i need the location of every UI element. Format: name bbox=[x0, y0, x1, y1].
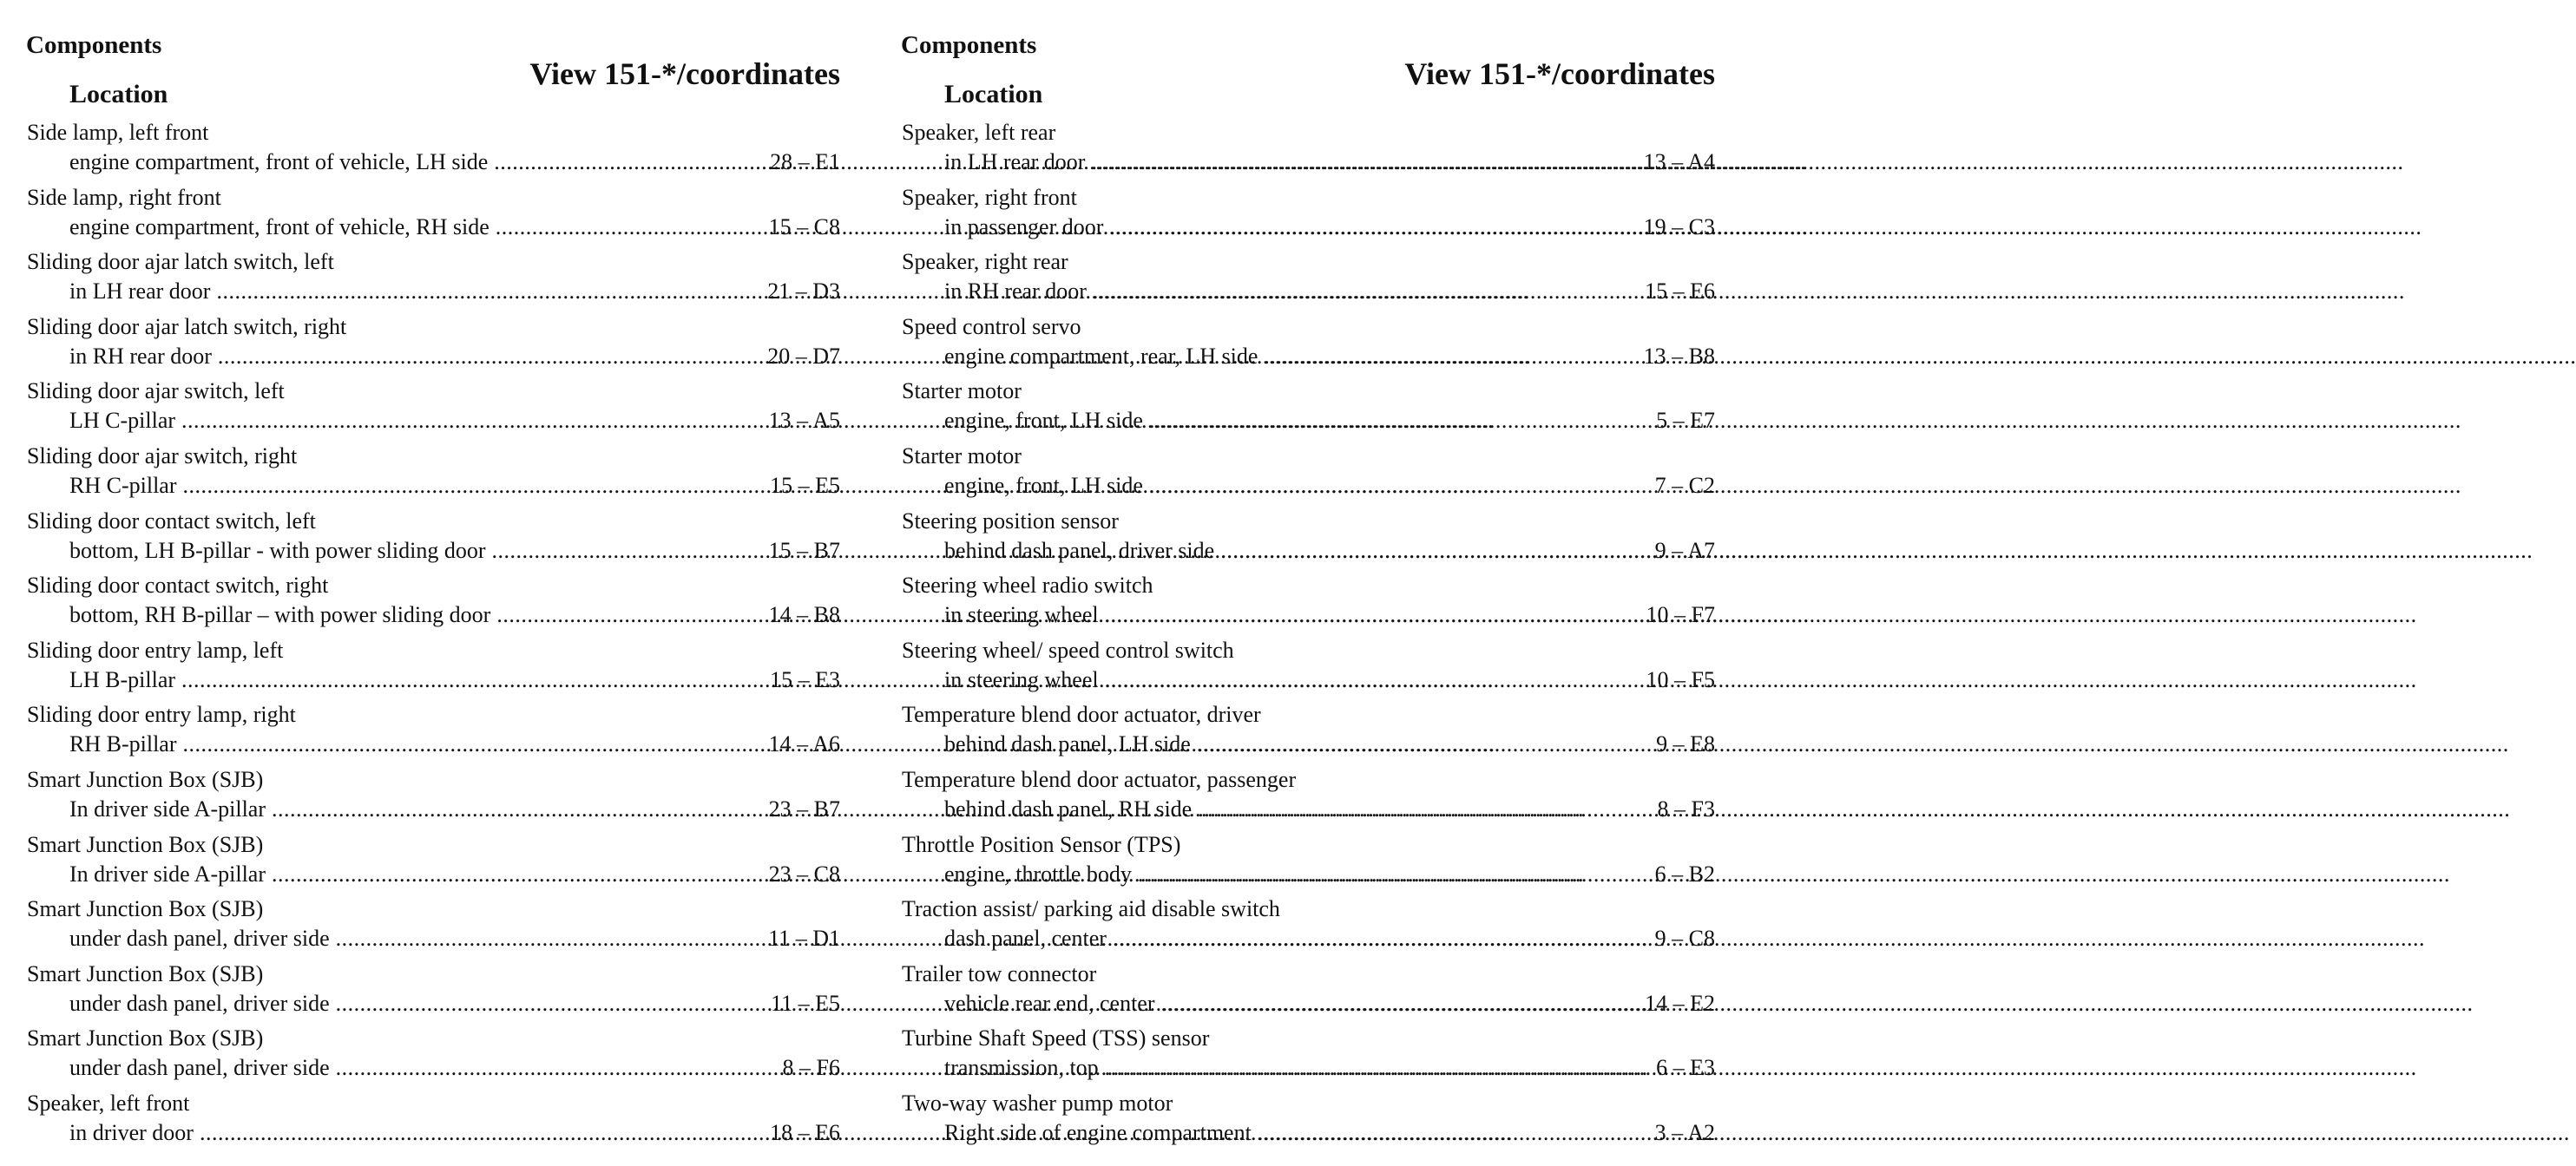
component-location: LH C-pillar ..... bbox=[69, 406, 699, 436]
component-location: in RH rear door ..... bbox=[69, 342, 699, 371]
component-location-row bbox=[899, 600, 1715, 630]
view-coordinates-heading: View 151-*/coordinates bbox=[529, 56, 840, 91]
component-location: bottom, RH B-pillar – with power sliding door ..... bbox=[69, 600, 699, 630]
right-entry-list bbox=[899, 118, 1715, 1154]
component-location-row bbox=[24, 600, 840, 630]
component-name: Steering wheel/ speed control switch bbox=[902, 637, 1234, 663]
component-location-row bbox=[899, 147, 1715, 177]
component-entry bbox=[899, 700, 1715, 765]
component-name: Sliding door contact switch, right bbox=[27, 573, 329, 599]
component-coordinate: 9 – E8 bbox=[1656, 731, 1715, 757]
component-location: bottom, LH B-pillar - with power sliding door ..... bbox=[69, 536, 699, 566]
component-entry bbox=[24, 1089, 840, 1154]
component-location-row bbox=[899, 1118, 1715, 1148]
component-entry bbox=[899, 636, 1715, 701]
component-location: engine compartment, front of vehicle, LH side ..... bbox=[69, 147, 699, 177]
component-location-row bbox=[899, 730, 1715, 759]
component-location-row bbox=[24, 730, 840, 759]
component-name: Smart Junction Box (SJB) bbox=[27, 960, 264, 986]
component-location-row bbox=[24, 1053, 840, 1083]
component-entry bbox=[899, 312, 1715, 377]
component-name: Speaker, right rear bbox=[902, 249, 1068, 275]
component-location: in RH rear door ..... bbox=[944, 277, 1574, 306]
component-location-row bbox=[899, 213, 1715, 242]
component-location-row bbox=[899, 665, 1715, 695]
component-name: Starter motor bbox=[902, 442, 1022, 468]
component-location: in steering wheel ..... bbox=[944, 665, 1574, 695]
component-name: Sliding door entry lamp, left bbox=[27, 637, 284, 663]
component-location: behind dash panel, LH side ..... bbox=[944, 730, 1574, 759]
component-location: engine, throttle body ..... bbox=[944, 860, 1574, 889]
component-entry bbox=[24, 1024, 840, 1089]
component-coordinate: 14 – A6 bbox=[768, 731, 840, 757]
component-entry bbox=[24, 636, 840, 701]
component-location: In driver side A-pillar ..... bbox=[69, 795, 699, 824]
component-location: under dash panel, driver side ..... bbox=[69, 924, 699, 953]
component-location-row bbox=[899, 860, 1715, 889]
component-coordinate: 18 – E6 bbox=[770, 1119, 840, 1145]
component-location-row bbox=[24, 924, 840, 953]
component-entry bbox=[899, 571, 1715, 636]
component-name: Sliding door entry lamp, right bbox=[27, 702, 296, 728]
component-name: Starter motor bbox=[902, 378, 1022, 404]
component-coordinate: 10 – F7 bbox=[1646, 602, 1715, 628]
component-location-row bbox=[24, 860, 840, 889]
component-coordinate: 5 – E7 bbox=[1656, 408, 1715, 434]
component-coordinate: 13 – A5 bbox=[768, 408, 840, 434]
component-entry bbox=[24, 765, 840, 830]
component-coordinate: 7 – C2 bbox=[1654, 472, 1715, 498]
component-coordinate: 3 – A2 bbox=[1654, 1119, 1715, 1145]
component-entry bbox=[899, 960, 1715, 1025]
component-entry bbox=[24, 118, 840, 183]
component-entry bbox=[24, 183, 840, 248]
component-location-row bbox=[24, 147, 840, 177]
component-coordinate: 14 – E2 bbox=[1645, 990, 1715, 1016]
component-entry bbox=[24, 312, 840, 377]
components-heading: Components bbox=[26, 31, 162, 59]
component-entry bbox=[899, 377, 1715, 442]
component-coordinate: 9 – A7 bbox=[1654, 537, 1715, 563]
left-entry-list bbox=[24, 118, 840, 1154]
component-location: engine compartment, front of vehicle, RH side ..... bbox=[69, 213, 699, 242]
component-location-row bbox=[24, 665, 840, 695]
left-column bbox=[24, 31, 840, 1154]
component-location: behind dash panel, RH side ..... bbox=[944, 795, 1574, 824]
component-location: engine, front, LH side ..... bbox=[944, 406, 1574, 436]
component-entry bbox=[24, 894, 840, 960]
component-coordinate: 6 – E3 bbox=[1656, 1055, 1715, 1081]
component-location-row bbox=[899, 471, 1715, 501]
component-coordinate: 21 – D3 bbox=[767, 278, 840, 305]
component-entry bbox=[899, 1024, 1715, 1089]
component-coordinate: 13 – B8 bbox=[1643, 343, 1715, 369]
component-name: Temperature blend door actuator, driver bbox=[902, 702, 1261, 728]
component-name: Throttle Position Sensor (TPS) bbox=[902, 831, 1181, 857]
component-coordinate: 8 – F6 bbox=[782, 1055, 840, 1081]
component-coordinate: 23 – C8 bbox=[768, 861, 840, 887]
component-name: Smart Junction Box (SJB) bbox=[27, 831, 264, 857]
component-location-row bbox=[24, 1118, 840, 1148]
component-location: in passenger door ..... bbox=[944, 213, 1574, 242]
component-entry bbox=[899, 894, 1715, 960]
component-coordinate: 20 – D7 bbox=[767, 343, 840, 369]
component-entry bbox=[24, 571, 840, 636]
component-location: in driver door ..... bbox=[69, 1118, 699, 1148]
component-location: transmission, top ..... bbox=[944, 1053, 1574, 1083]
component-entry bbox=[899, 442, 1715, 507]
component-location: behind dash panel, driver side ..... bbox=[944, 536, 1574, 566]
component-name: Sliding door ajar switch, left bbox=[27, 378, 285, 404]
component-location: RH B-pillar ..... bbox=[69, 730, 699, 759]
component-location-row bbox=[24, 277, 840, 306]
component-entry bbox=[899, 118, 1715, 183]
component-coordinate: 28 – E1 bbox=[770, 149, 840, 174]
component-location-row bbox=[24, 536, 840, 566]
component-location: LH B-pillar ..... bbox=[69, 665, 699, 695]
left-column-header bbox=[24, 31, 840, 118]
component-entry bbox=[899, 765, 1715, 830]
component-entry bbox=[24, 830, 840, 895]
component-name: Speaker, right front bbox=[902, 184, 1077, 210]
component-coordinate: 15 – E5 bbox=[770, 472, 840, 498]
component-coordinate: 6 – B2 bbox=[1654, 861, 1715, 887]
component-location: under dash panel, driver side ..... bbox=[69, 1053, 699, 1083]
component-location-row bbox=[899, 924, 1715, 953]
component-entry bbox=[24, 700, 840, 765]
component-location: engine compartment, rear, LH side ..... bbox=[944, 342, 1574, 371]
component-coordinate: 9 – C8 bbox=[1654, 926, 1715, 952]
component-location-row bbox=[899, 1053, 1715, 1083]
component-location: In driver side A-pillar ..... bbox=[69, 860, 699, 889]
component-coordinate: 11 – D1 bbox=[768, 926, 840, 952]
component-coordinate: 14 – B8 bbox=[768, 602, 840, 628]
component-name: Sliding door ajar latch switch, right bbox=[27, 313, 347, 339]
component-location-row bbox=[899, 989, 1715, 1019]
component-location: Right side of engine compartment ..... bbox=[944, 1118, 1574, 1148]
component-name: Speaker, left front bbox=[27, 1090, 190, 1116]
component-name: Speaker, left rear bbox=[902, 120, 1056, 145]
component-coordinate: 13 – A4 bbox=[1643, 149, 1715, 174]
component-location-row bbox=[899, 536, 1715, 566]
location-heading: Location bbox=[69, 80, 168, 108]
component-entry bbox=[24, 377, 840, 442]
component-name: Steering position sensor bbox=[902, 508, 1119, 534]
component-coordinate: 15 – C8 bbox=[768, 213, 840, 239]
component-location-row bbox=[899, 795, 1715, 824]
component-location: vehicle rear end, center ..... bbox=[944, 989, 1574, 1019]
component-location: dash panel, center ..... bbox=[944, 924, 1574, 953]
component-location-row bbox=[24, 471, 840, 501]
component-coordinate: 11 – E5 bbox=[771, 990, 840, 1016]
component-name: Side lamp, right front bbox=[27, 184, 221, 210]
component-location-row bbox=[899, 406, 1715, 436]
component-name: Smart Junction Box (SJB) bbox=[27, 766, 264, 792]
component-name: Steering wheel radio switch bbox=[902, 573, 1153, 599]
component-location: engine, front, LH side ..... bbox=[944, 471, 1574, 501]
component-coordinate: 10 – F5 bbox=[1646, 666, 1715, 692]
component-location-row bbox=[24, 406, 840, 436]
component-name: Traction assist/ parking aid disable switch bbox=[902, 896, 1280, 922]
component-entry bbox=[24, 960, 840, 1025]
component-name: Smart Junction Box (SJB) bbox=[27, 896, 264, 922]
component-entry bbox=[899, 830, 1715, 895]
component-location-row bbox=[24, 342, 840, 371]
component-entry bbox=[24, 507, 840, 572]
component-location: in LH rear door ..... bbox=[69, 277, 699, 306]
component-coordinate: 23 – B7 bbox=[768, 796, 840, 822]
component-name: Sliding door ajar latch switch, left bbox=[27, 249, 334, 275]
component-name: Side lamp, left front bbox=[27, 120, 209, 145]
right-column bbox=[899, 31, 1715, 1154]
component-entry bbox=[899, 507, 1715, 572]
component-entry bbox=[899, 1089, 1715, 1154]
component-name: Smart Junction Box (SJB) bbox=[27, 1025, 264, 1051]
component-location: under dash panel, driver side ..... bbox=[69, 989, 699, 1019]
component-name: Trailer tow connector bbox=[902, 960, 1097, 986]
component-name: Sliding door ajar switch, right bbox=[27, 442, 298, 468]
component-name: Sliding door contact switch, left bbox=[27, 508, 316, 534]
component-location-row bbox=[24, 795, 840, 824]
right-column-header bbox=[899, 31, 1715, 118]
component-coordinate: 8 – F3 bbox=[1657, 796, 1715, 822]
components-heading: Components bbox=[901, 31, 1037, 59]
component-name: Temperature blend door actuator, passenger bbox=[902, 766, 1297, 792]
component-location-row bbox=[24, 989, 840, 1019]
component-name: Turbine Shaft Speed (TSS) sensor bbox=[902, 1025, 1210, 1051]
component-location: in LH rear door ..... bbox=[944, 147, 1574, 177]
component-entry bbox=[899, 183, 1715, 248]
component-coordinate: 15 – E3 bbox=[770, 666, 840, 692]
component-location: in steering wheel ..... bbox=[944, 600, 1574, 630]
component-location-row bbox=[899, 342, 1715, 371]
component-name: Two-way washer pump motor bbox=[902, 1090, 1173, 1116]
component-entry bbox=[24, 442, 840, 507]
component-entry bbox=[24, 247, 840, 312]
component-location-row bbox=[899, 277, 1715, 306]
component-coordinate: 19 – C3 bbox=[1643, 213, 1715, 239]
location-heading: Location bbox=[944, 80, 1043, 108]
component-location: RH C-pillar ..... bbox=[69, 471, 699, 501]
component-coordinate: 15 – B7 bbox=[768, 537, 840, 563]
component-location-row bbox=[24, 213, 840, 242]
component-name: Speed control servo bbox=[902, 313, 1081, 339]
component-entry bbox=[899, 247, 1715, 312]
view-coordinates-heading: View 151-*/coordinates bbox=[1404, 56, 1715, 91]
component-coordinate: 15 – E6 bbox=[1645, 278, 1715, 305]
